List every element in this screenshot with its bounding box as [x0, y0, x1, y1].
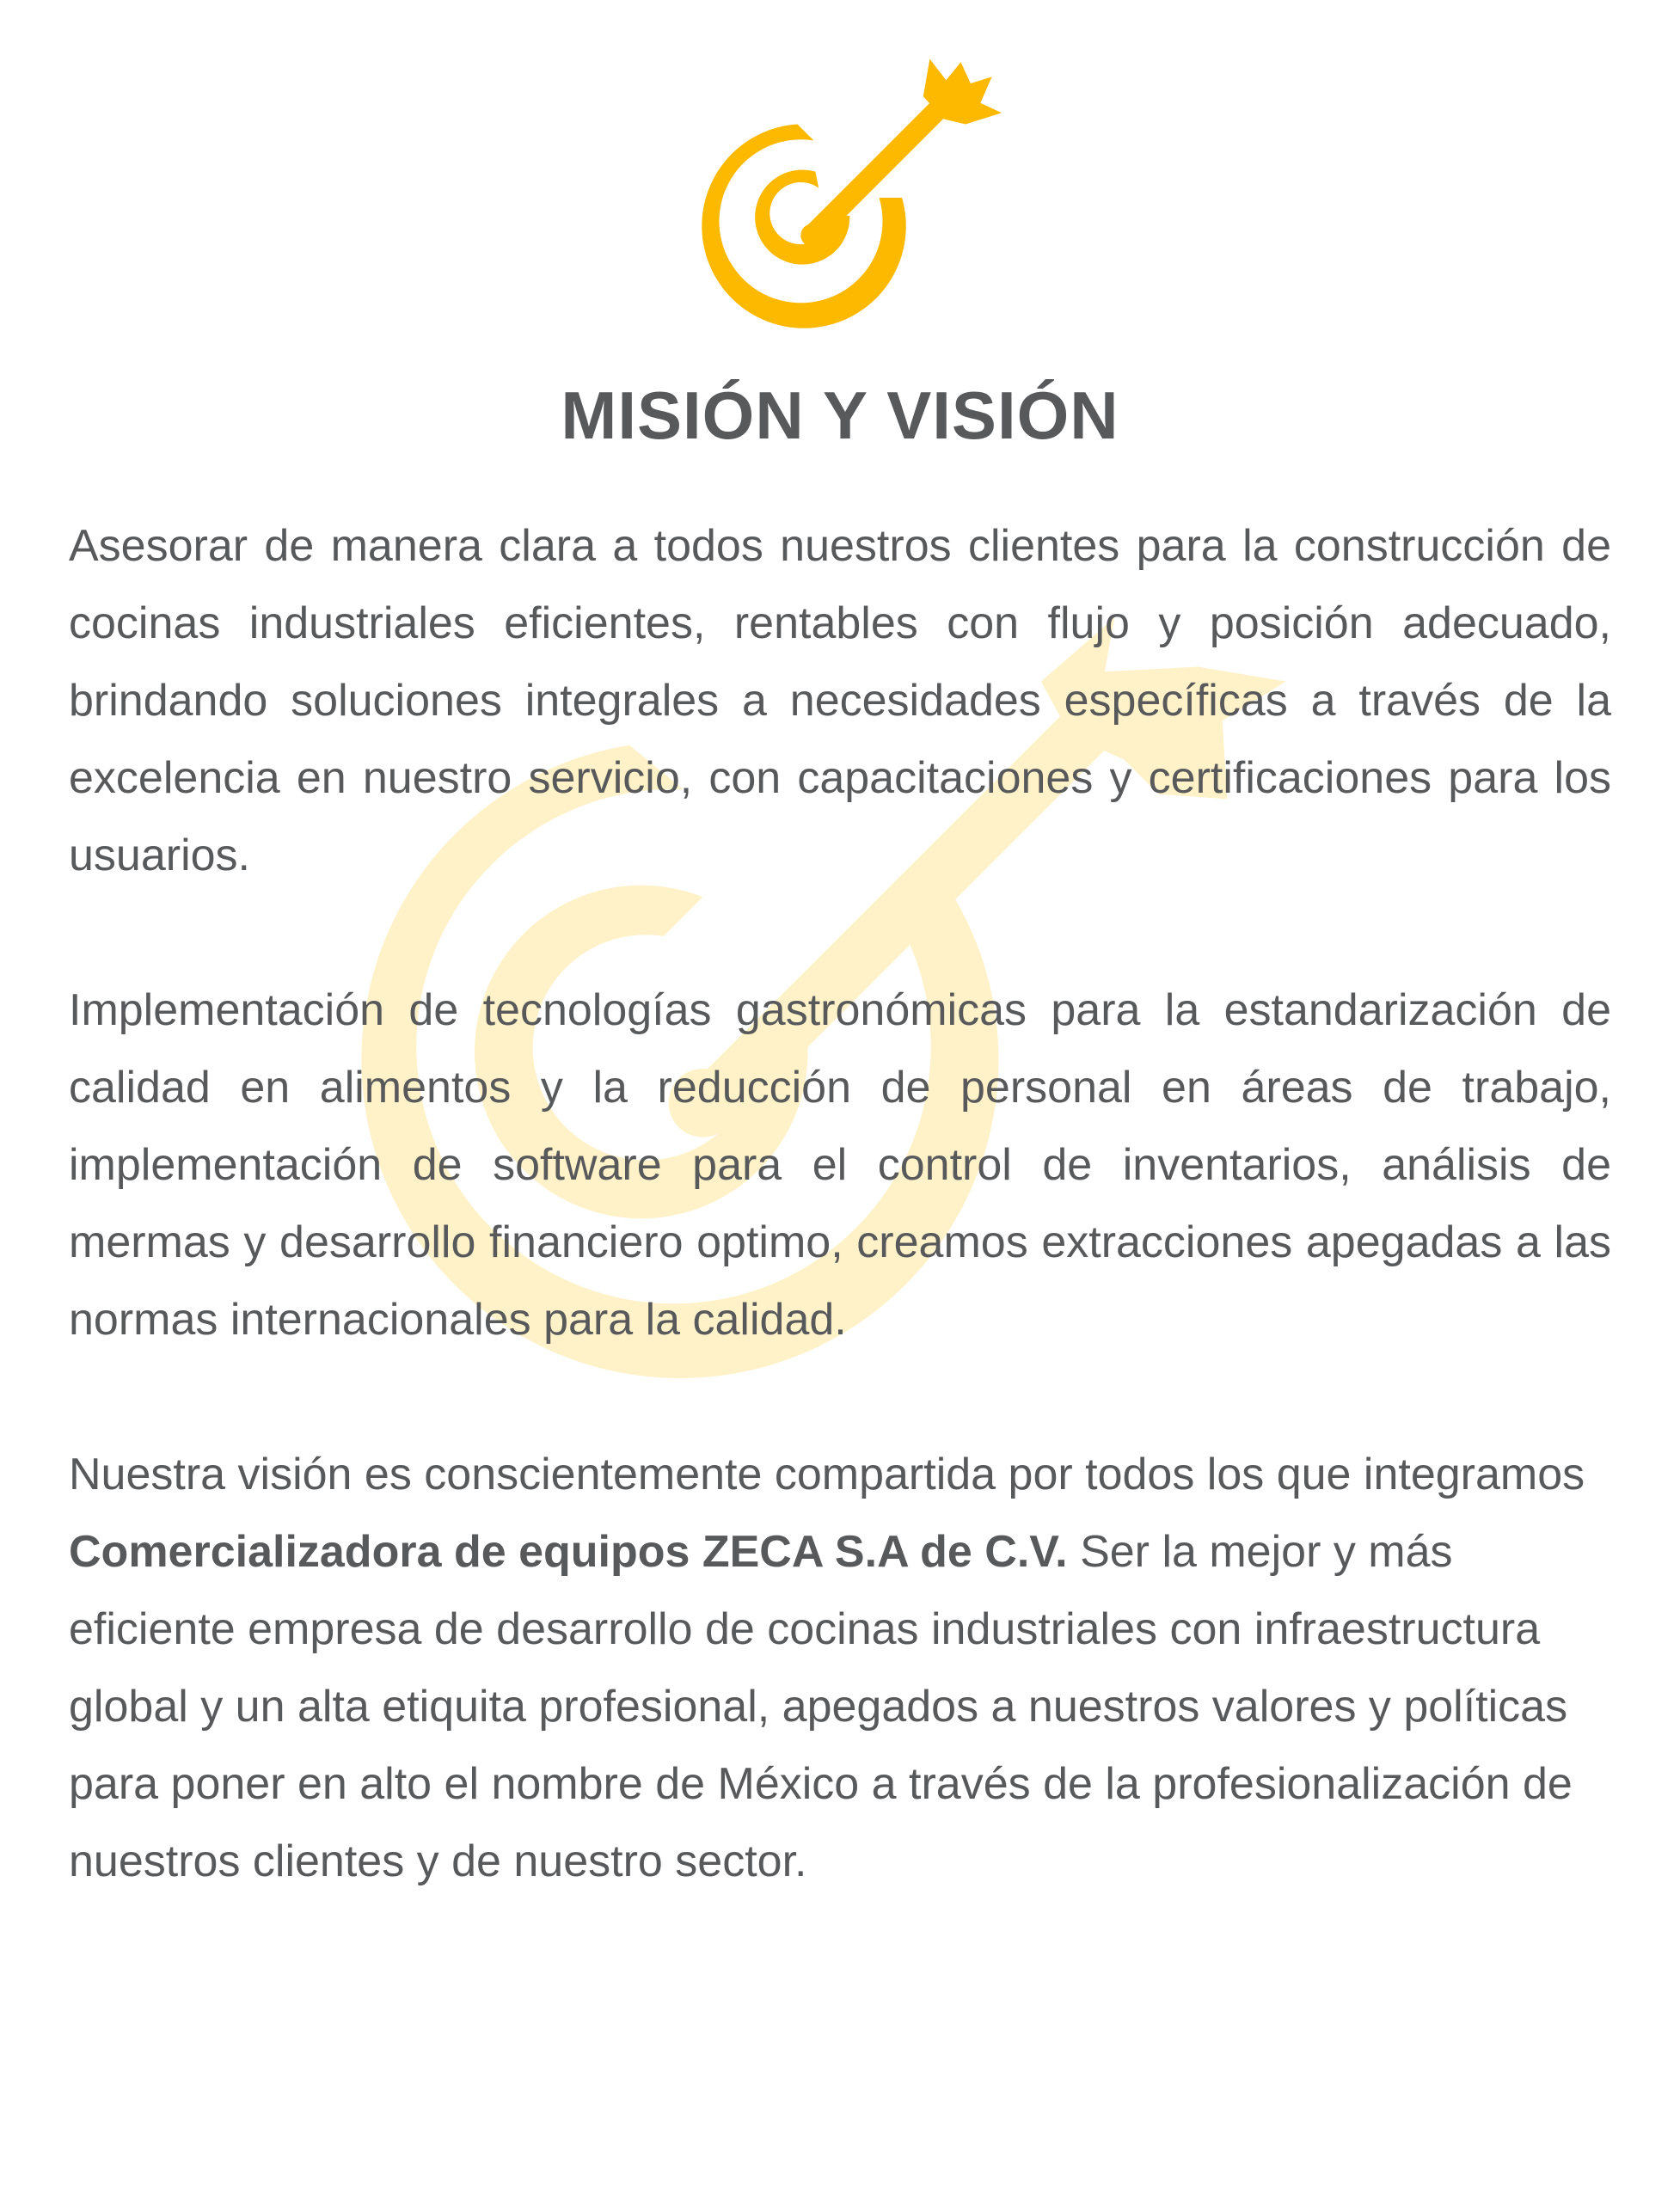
vision-rest: Ser la mejor y más eficiente empresa de desarrollo de cocinas industriales con infraestructura global y un alta etiquita profesional, apegados a nuestros valores y políticas para poner en alto el nombre de México a través de la profesionalización de nuestros clientes y de nuestro sector. — [69, 1527, 1573, 1886]
vision-intro: Nuestra visión es conscientemente compartida por todos los que integramos — [69, 1450, 1585, 1499]
mission-paragraph-1: Asesorar de manera clara a todos nuestros clientes para la construcción de cocinas industriales eficientes, rentables con flujo y posición adecuado, brindando soluciones integrales a necesidades específicas a través de la excelencia en nuestro servicio, con capacitaciones y certificaciones para los usuarios. — [69, 521, 1611, 880]
company-name: Comercializadora de equipos ZECA S.A de C.V. — [69, 1527, 1068, 1577]
target-arrow-icon — [675, 34, 1002, 361]
content — [69, 507, 1611, 1977]
mission-paragraph-2: Implementación de tecnologías gastronómicas para la estandarización de calidad en alimentos y la reducción de personal en áreas de trabajo, implementación de software para el control de inventarios, análisis de mermas y desarrollo financiero optimo, creamos extracciones apegadas a las normas internacionales para la calidad. — [69, 985, 1611, 1345]
page-title: MISIÓN Y VISIÓN — [561, 377, 1119, 453]
vision-paragraph — [69, 1436, 1611, 1900]
